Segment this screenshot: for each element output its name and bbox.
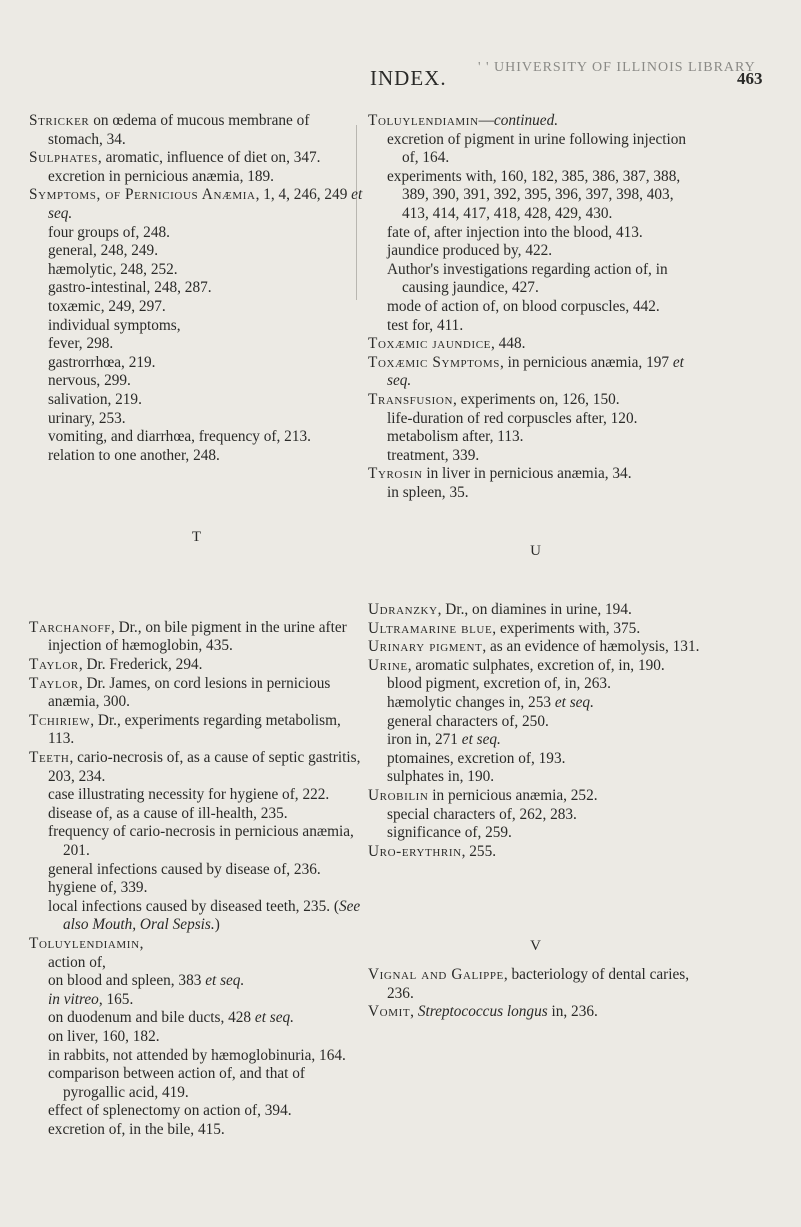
index-subentry [29,861,364,880]
entry-text: general infections caused by disease of, 236. [48,860,321,878]
index-entry [29,186,364,223]
entry-text: effect of splenectomy on action of, 394. [48,1102,292,1120]
index-entry [368,657,703,676]
entry-text: , 448. [491,335,526,353]
entry-text: in rabbits, not attended by hæmoglobinuria, 164. [48,1046,346,1064]
entry-headword: Tyrosin [368,465,423,483]
entry-text: fever, 298. [48,335,114,353]
entry-headword: Urobilin [368,787,429,804]
index-subentry [29,261,364,280]
index-entry [368,112,703,131]
index-entry [368,391,703,410]
entry-text: , Dr. Frederick, 294. [78,656,203,674]
index-subentry [29,1009,364,1028]
index-entry [368,787,703,806]
index-subentry [368,447,703,466]
entry-text: general, 248, 249. [48,242,159,260]
entry-text: on liver, 160, 182. [48,1027,160,1045]
index-entry [29,619,364,656]
section-letter: U [530,543,541,560]
entry-text-after: , 165. [98,990,134,1008]
index-entry [368,335,703,354]
entry-headword: Toluylendiamin [29,934,140,952]
entry-headword: Vomit [368,1003,411,1021]
entry-text: comparison between action of, and that of pyrogallic acid, 419. [48,1065,305,1101]
index-column-right [368,112,703,1022]
index-subentry [368,768,703,787]
index-entry [29,675,364,712]
index-entry [368,620,703,639]
entry-text: , [139,934,144,952]
index-entry [29,935,364,954]
index-subentry [368,824,703,843]
entry-text: life-duration of red corpuscles after, 120. [387,409,638,427]
entry-italic: et seq. [461,731,501,749]
index-entry [29,149,364,168]
entry-text: , bacteriology of dental caries, 236. [387,965,690,1002]
entry-text: significance of, 259. [387,824,512,842]
entry-headword: Sulphates [29,149,98,167]
index-subentry [29,786,364,805]
entry-text: Author's investigations regarding action of, in causing jaundice, 427. [387,260,668,297]
entry-text: urinary, 253. [48,409,126,427]
entry-italic: Streptococcus longus [417,1003,548,1021]
index-subentry [29,298,364,317]
index-subentry [368,298,703,317]
index-subentry [29,447,364,466]
index-subentry [29,224,364,243]
entry-italic: et seq. [48,186,363,222]
entry-text: local infections caused by diseased teeth, 235. ( [48,897,339,915]
index-subentry [29,1028,364,1047]
index-entry [368,843,703,862]
index-subentry [29,335,364,354]
entry-text: action of, [48,953,106,971]
index-subentry [29,972,364,991]
index-subentry [29,1121,364,1140]
entry-headword: Transfusion [368,390,454,408]
entry-text: fate of, after injection into the blood, 413. [387,223,643,241]
index-subentry [368,131,703,168]
index-subentry [368,484,703,503]
entry-italic: See also Mouth, Oral Sepsis. [63,897,361,934]
index-subentry [29,317,364,336]
entry-text: hæmolytic, 248, 252. [48,260,178,278]
entry-text: hygiene of, 339. [48,879,148,897]
entry-text: experiments with, 160, 182, 385, 386, 387, 388, 389, 390, 391, 392, 395, 396, 397, 398, 403, 413, 414, 417, 418, 428, 429, 430. [387,167,681,222]
entry-headword: Toxæmic Symptoms [368,353,500,371]
entry-text: ptomaines, excretion of, 193. [387,749,566,767]
entry-headword: Urine [368,656,408,674]
index-subentry [29,879,364,898]
entry-text: in spleen, 35. [387,483,469,501]
entry-text: , Dr., experiments regarding metabolism, 113. [48,711,341,748]
entry-text: salivation, 219. [48,390,142,408]
entry-text: jaundice produced by, 422. [387,242,553,260]
entry-text: , aromatic sulphates, excretion of, in, 190. [407,656,665,674]
entry-headword: Ultramarine blue [368,619,493,637]
index-subentry [29,391,364,410]
section-gap [368,502,703,542]
index-entry [29,749,364,786]
entry-text: gastrorrhœa, 219. [48,353,156,371]
entry-text: metabolism after, 113. [387,428,524,446]
entry-headword: Taylor [29,656,79,674]
entry-headword: Tarchanoff [29,618,111,636]
index-subentry [368,317,703,336]
entry-italic: et seq. [554,694,594,712]
entry-text: relation to one another, 248. [48,446,220,464]
entry-italic: in vitreo [48,990,99,1008]
entry-headword: Tchiriew [29,711,91,729]
entry-text: on œdema of mucous membrane of stomach, 34. [48,112,310,148]
section-gap [368,561,703,601]
index-entry [368,1003,703,1022]
section-gap [29,547,364,619]
entry-text: sulphates in, 190. [387,768,495,786]
section-gap [29,465,364,528]
entry-text: disease of, as a cause of ill-health, 235. [48,804,288,822]
entry-text: excretion of pigment in urine following injection of, 164. [387,130,687,167]
entry-text: gastro-intestinal, 248, 287. [48,279,212,297]
index-subentry [29,954,364,973]
entry-text: — [478,112,494,129]
entry-text: , Dr., on diamines in urine, 194. [437,601,632,619]
index-subentry [29,410,364,429]
entry-text: in liver in pernicious anæmia, 34. [422,465,632,483]
entry-italic: et seq. [254,1009,294,1027]
index-subentry [29,279,364,298]
index-subentry [368,694,703,713]
entry-headword: Uro-erythrin [368,842,462,860]
entry-italic: et seq. [205,972,245,990]
entry-text: special characters of, 262, 283. [387,805,577,823]
entry-headword: Toxæmic jaundice [368,335,491,353]
entry-headword: Symptoms, of Pernicious Anæmia [29,186,256,204]
entry-text: toxæmic, 249, 297. [48,297,166,315]
entry-text: , aromatic, influence of diet on, 347. [97,149,321,167]
index-subentry [368,261,703,298]
index-subentry [29,168,364,187]
entry-text: excretion of, in the bile, 415. [48,1120,225,1138]
entry-headword: Udranzky [368,601,438,619]
entry-text: in pernicious anæmia, 252. [428,787,598,804]
section-letter: T [191,529,202,546]
entry-italic: et seq. [387,353,684,390]
index-subentry [368,675,703,694]
index-entry [368,601,703,620]
library-stamp: ' ' UHIVERSITY OF ILLINOIS LIBRARY [478,60,756,75]
entry-text: , Dr. James, on cord lesions in pernicious anæmia, 300. [48,674,331,711]
entry-text: on blood and spleen, 383 [48,972,206,990]
entry-text-after: in, 236. [547,1003,598,1021]
entry-italic: continued. [493,112,559,129]
entry-text: , as an evidence of hæmolysis, 131. [482,638,700,656]
entry-text: test for, 411. [387,316,464,334]
index-subentry [29,242,364,261]
index-subentry [29,1102,364,1121]
entry-text: treatment, 339. [387,446,480,464]
entry-headword: Vignal and Galippe [368,965,504,983]
index-subentry [368,224,703,243]
entry-text: vomiting, and diarrhœa, frequency of, 213. [48,428,311,446]
index-subentry [368,428,703,447]
entry-text: blood pigment, excretion of, in, 263. [387,675,611,693]
entry-text: , Dr., on bile pigment in the urine after injection of hæmoglobin, 435. [48,618,347,655]
page-number: 463 [737,69,763,88]
entry-text: general characters of, 250. [387,712,549,730]
index-subentry [368,168,703,224]
entry-text: , 1, 4, 246, 249 [255,186,352,204]
entry-text: hæmolytic changes in, 253 [387,694,555,712]
index-subentry [368,242,703,261]
index-subentry [29,372,364,391]
index-subentry [29,428,364,447]
entry-text: iron in, 271 [387,731,462,749]
page-header [0,60,801,100]
index-subentry [368,806,703,825]
index-subentry [29,823,364,860]
section-letter: V [530,938,541,955]
index-entry [29,712,364,749]
entry-text: on duodenum and bile ducts, 428 [48,1009,255,1027]
entry-text-after: ) [214,916,220,934]
index-entry [368,966,703,1003]
entry-text: , [410,1003,418,1021]
entry-headword: Teeth [29,749,70,767]
index-subentry [368,713,703,732]
entry-text: , experiments on, 126, 150. [453,390,620,408]
index-subentry [29,898,364,935]
entry-text: , experiments with, 375. [492,619,641,637]
entry-headword: Toluylendiamin [368,112,479,129]
entry-text: , in pernicious anæmia, 197 [499,353,673,371]
section-gap [368,861,703,937]
entry-headword: Stricker [29,112,90,129]
index-entry [368,638,703,657]
index-subentry [29,1047,364,1066]
entry-text: individual symptoms, [48,316,181,334]
entry-headword: Urinary pigment [368,638,483,656]
index-subentry [368,410,703,429]
index-entry [368,354,703,391]
index-subentry [29,354,364,373]
section-gap [368,956,703,966]
index-entry [368,465,703,484]
entry-headword: Taylor [29,674,79,692]
index-subentry [29,805,364,824]
entry-text: nervous, 299. [48,372,131,390]
index-entry [29,656,364,675]
entry-text: excretion in pernicious anæmia, 189. [48,167,274,185]
index-subentry [29,1065,364,1102]
entry-text: four groups of, 248. [48,223,170,241]
entry-text: case illustrating necessity for hygiene of, 222. [48,786,330,804]
entry-text: , cario-necrosis of, as a cause of septic gastritis, 203, 234. [48,749,361,785]
entry-text: mode of action of, on blood corpuscles, 442. [387,297,660,315]
page-title: INDEX. [370,66,447,90]
entry-text: frequency of cario-necrosis in pernicious anæmia, 201. [48,823,354,859]
index-subentry [29,991,364,1010]
index-subentry [368,750,703,769]
index-column-left [29,112,364,1140]
index-subentry [368,731,703,750]
index-entry [29,112,364,149]
entry-text: , 255. [461,842,497,860]
